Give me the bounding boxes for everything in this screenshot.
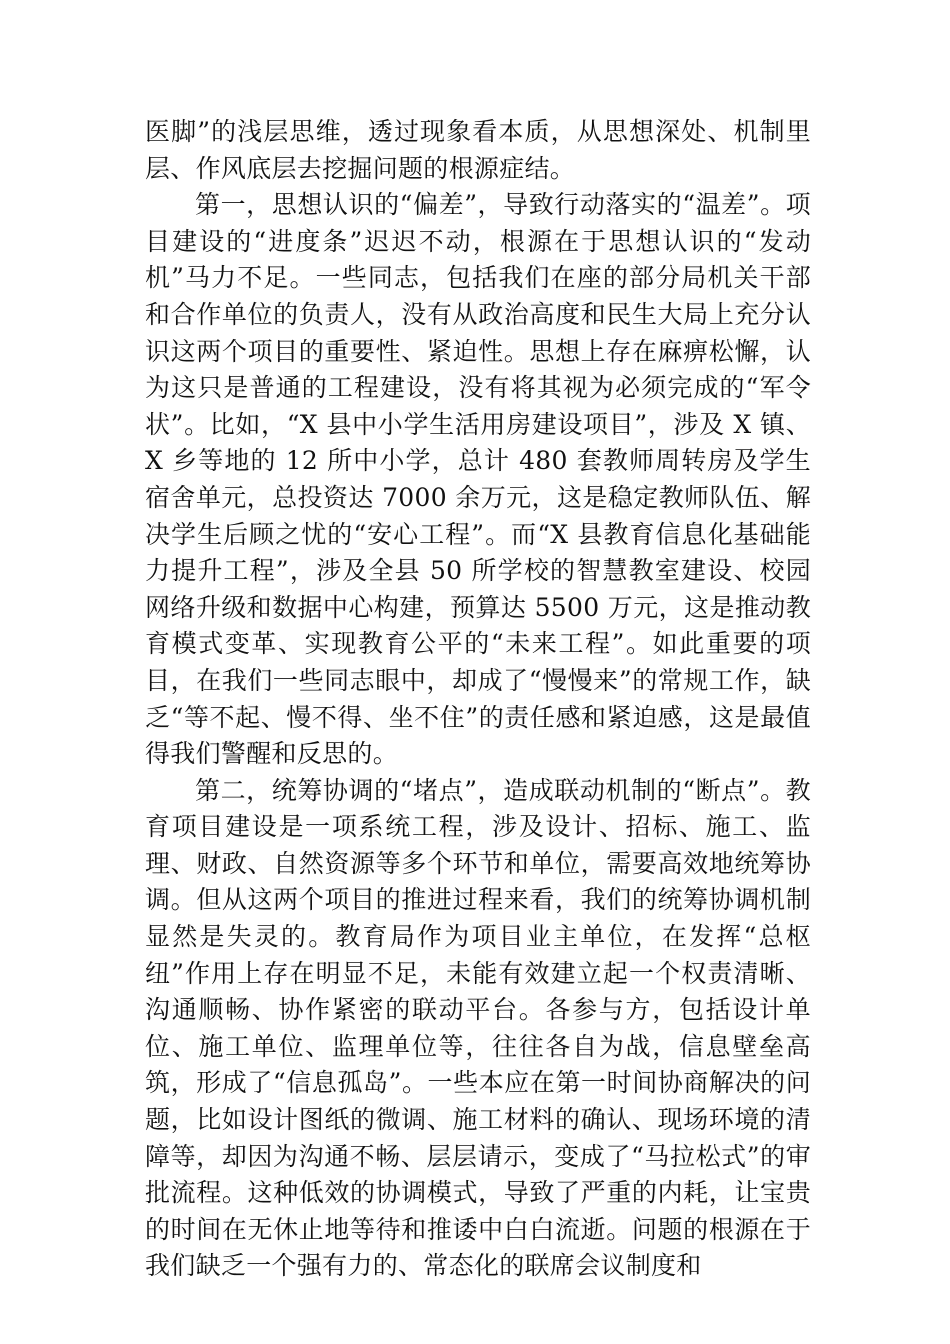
paragraph-first-point: 第一，思想认识的“偏差”，导致行动落实的“温差”。项目建设的“进度条”迟迟不动，根源在于思想认识的“发动机”马力不足。一些同志，包括我们在座的部分局机关干部和合作单位的负责人，没有从政治高度和民生大局上充分认识这两个项目的重要性、紧迫性。思想上存在麻痹松懈，认为这只是普通的工程建设，没有将其视为必须完成的“军令状”。比如，“X 县中小学生活用房建设项目”，涉及 X 镇、X 乡等地的 12 所中小学，总计 480 套教师周转房及学生宿舍单元，总投资达 7000 余万元，这是稳定教师队伍、解决学生后顾之忧的“安心工程”。而“X 县教育信息化基础能力提升工程”，涉及全县 50 所学校的智慧教室建设、校园网络升级和数据中心构建，预算达 5500 万元，这是推动教育模式变革、实现教育公平的“未来工程”。如此重要的项目，在我们一些同志眼中，却成了“慢慢来”的常规工作，缺乏“等不起、慢不得、坐不住”的责任感和紧迫感，这是最值得我们警醒和反思的。 xyxy=(145,190,811,769)
body-text xyxy=(145,114,811,1285)
paragraph-continuation: 医脚”的浅层思维，透过现象看本质，从思想深处、机制里层、作风底层去挖掘问题的根源症结。 xyxy=(145,117,811,183)
paragraph-second-point: 第二，统筹协调的“堵点”，造成联动机制的“断点”。教育项目建设是一项系统工程，涉及设计、招标、施工、监理、财政、自然资源等多个环节和单位，需要高效地统筹协调。但从这两个项目的推进过程来看，我们的统筹协调机制显然是失灵的。教育局作为项目业主单位，在发挥“总枢纽”作用上存在明显不足，未能有效建立起一个权责清晰、沟通顺畅、协作紧密的联动平台。各参与方，包括设计单位、施工单位、监理单位等，往往各自为战，信息壁垒高筑，形成了“信息孤岛”。一些本应在第一时间协商解决的问题，比如设计图纸的微调、施工材料的确认、现场环境的清障等，却因为沟通不畅、层层请示，变成了“马拉松式”的审批流程。这种低效的协调模式，导致了严重的内耗，让宝贵的时间在无休止地等待和推诿中白白流逝。问题的根源在于我们缺乏一个强有力的、常态化的联席会议制度和 xyxy=(145,775,811,1281)
